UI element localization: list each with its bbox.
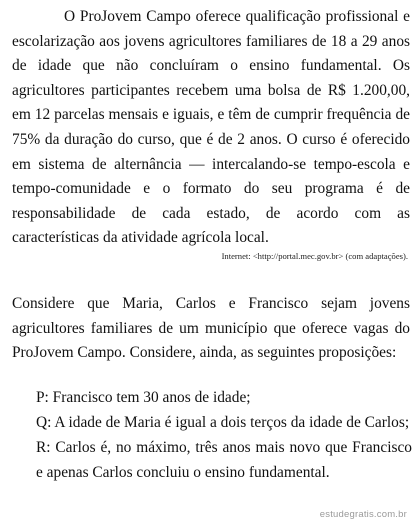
proposition-q: Q: A idade de Maria é igual a dois terços da idade de Carlos; xyxy=(36,414,410,431)
proposition-p: P: Francisco tem 30 anos de idade; xyxy=(36,389,251,406)
source-citation: Internet: <http://portal.mec.gov.br> (com adaptações). xyxy=(221,251,408,261)
intro-paragraph: O ProJovem Campo oferece qualificação profissional e escolarização aos jovens agricultores familiares de 18 a 29 anos de idade que não concluíram o ensino fundamental. Os agricultores participantes recebem uma bolsa de R$ 1.200,00, em 12 parcelas mensais e iguais, e têm de cumprir frequência de 75% da duração do curso, que é de 2 anos. O curso é oferecido em sistema de alternância — intercalando-se tempo-escola e tempo-comunidade e o formato do seu programa é de responsabilidade de cada estado, de acordo com as características da atividade agrícola local. xyxy=(12,8,410,247)
scenario-paragraph: Considere que Maria, Carlos e Francisco sejam jovens agricultores familiares de um município que oferece vagas do ProJovem Campo. Considere, ainda, as seguintes proposições: xyxy=(12,295,410,362)
proposition-r: R: Carlos é, no máximo, três anos mais novo que Francisco e apenas Carlos concluiu o ensino fundamental. xyxy=(36,439,412,481)
site-watermark: estudegratis.com.br xyxy=(319,509,407,520)
